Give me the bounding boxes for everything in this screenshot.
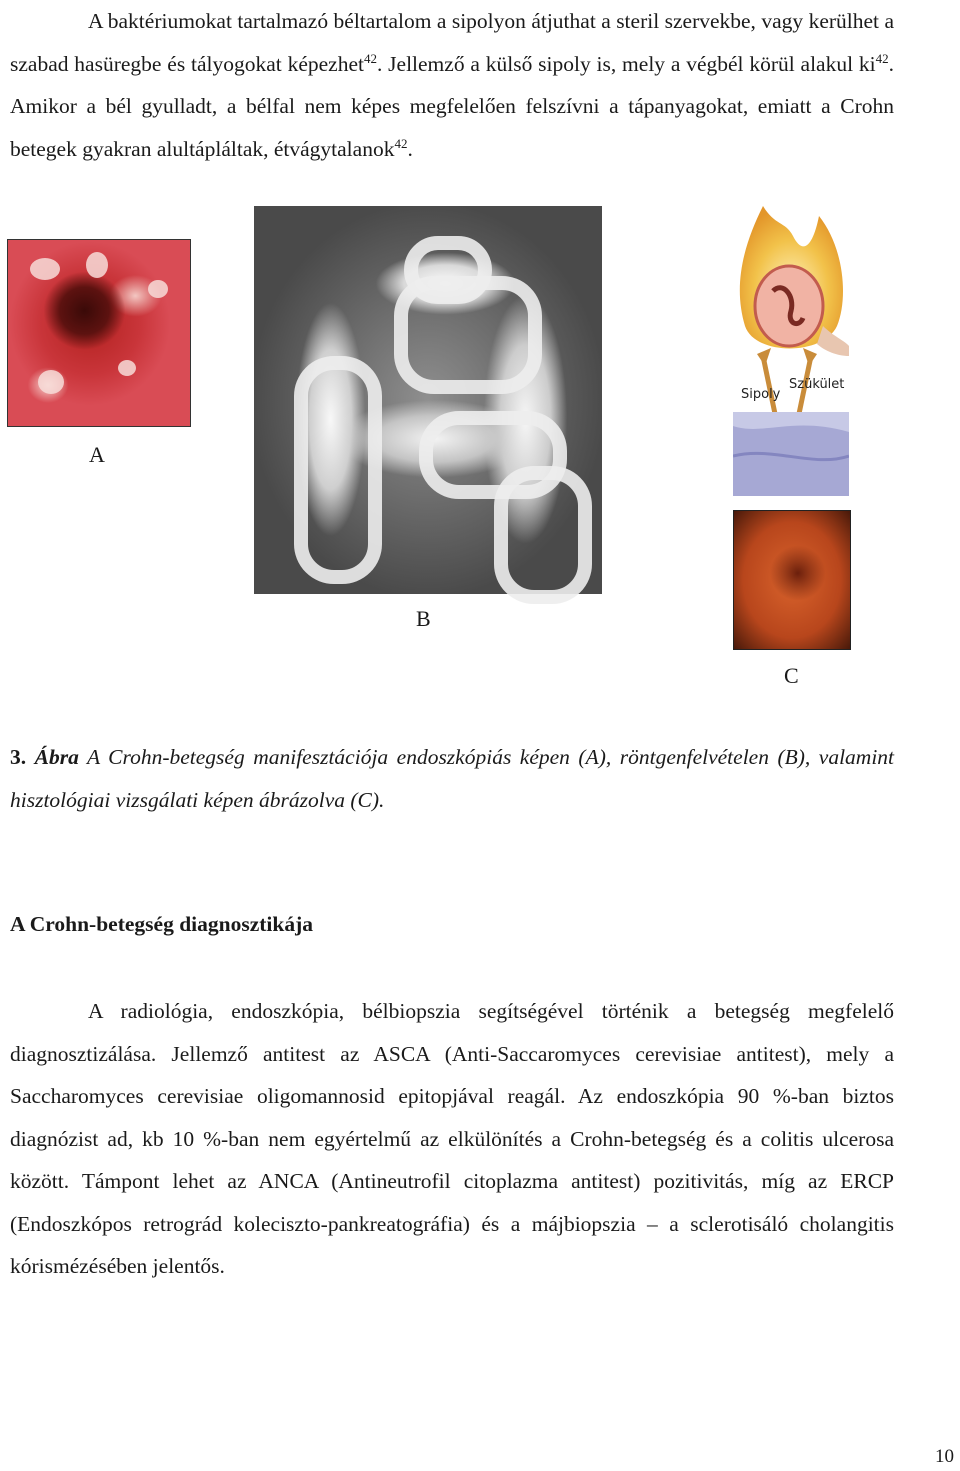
intro-text-2: . Jellemző a külső sipoly is, mely a végbél körül alakul ki: [376, 51, 876, 76]
figure-label-c: C: [784, 663, 799, 688]
reference-superscript: 42: [394, 135, 408, 151]
intro-paragraph: [10, 0, 894, 170]
section-body: A radiológia, endoszkópia, bélbiopszia segítségével történik a betegség megfelelő diagnosztizálása. Jellemző antitest az ASCA (Anti-Saccaromyces cerevisiae antitest), mely a Saccharomyces cerevisiae oligomannosid epitopjával reagál. Az endoszkópia 90 %-ban biztos diagnózist ad, kb 10 %-ban nem egyértelmű az elkülönítés a Crohn-betegség és a colitis ulcerosa között. Támpont lehet az ANCA (Antineutrofil citoplazma antitest) pozitivitás, míg az ERCP (Endoszkópos retrográd koleciszto-pankreatográfia) és a májbiopszia – a sclerotisáló cholangitis kórismézésében jelentős.: [10, 999, 894, 1278]
intro-text-end: .: [407, 136, 413, 161]
szukulet-label: Szükület: [789, 377, 845, 392]
page-number: 10: [935, 1446, 954, 1467]
caption-text: A Crohn-betegség manifesztációja endoszkópiás képen (A), röntgenfelvételen (B), valamint hisztológiai vizsgálati képen ábrázolva (C).: [10, 745, 895, 812]
figure-caption: [10, 736, 894, 821]
histology-image: [733, 510, 851, 650]
figure-label-b: B: [416, 606, 431, 631]
sipoly-label: Sipoly: [741, 387, 781, 402]
intro-text-3: . Amikor a bél gyulladt, a bélfal nem képes megfelelően felszívni a tápanyagokat, emiatt a Crohn betegek gyakran alultápláltak, étvágytalanok: [10, 51, 894, 161]
caption-number: 3.: [10, 745, 27, 769]
reference-superscript: 42: [875, 50, 889, 66]
section-heading: A Crohn-betegség diagnosztikája: [10, 912, 314, 936]
intro-text-1: A baktériumokat tartalmazó béltartalom a sipolyon átjuthat a steril szervekbe, vagy kerülhet a szabad hasüregbe és tályogokat képezhet: [10, 9, 894, 76]
caption-word: Ábra: [34, 745, 79, 769]
endoscopy-image: [7, 239, 191, 427]
xray-image: [254, 206, 602, 594]
figure-label-a: A: [89, 442, 105, 467]
fistula-stricture-diagram: [733, 206, 849, 496]
reference-superscript: 42: [363, 50, 377, 66]
